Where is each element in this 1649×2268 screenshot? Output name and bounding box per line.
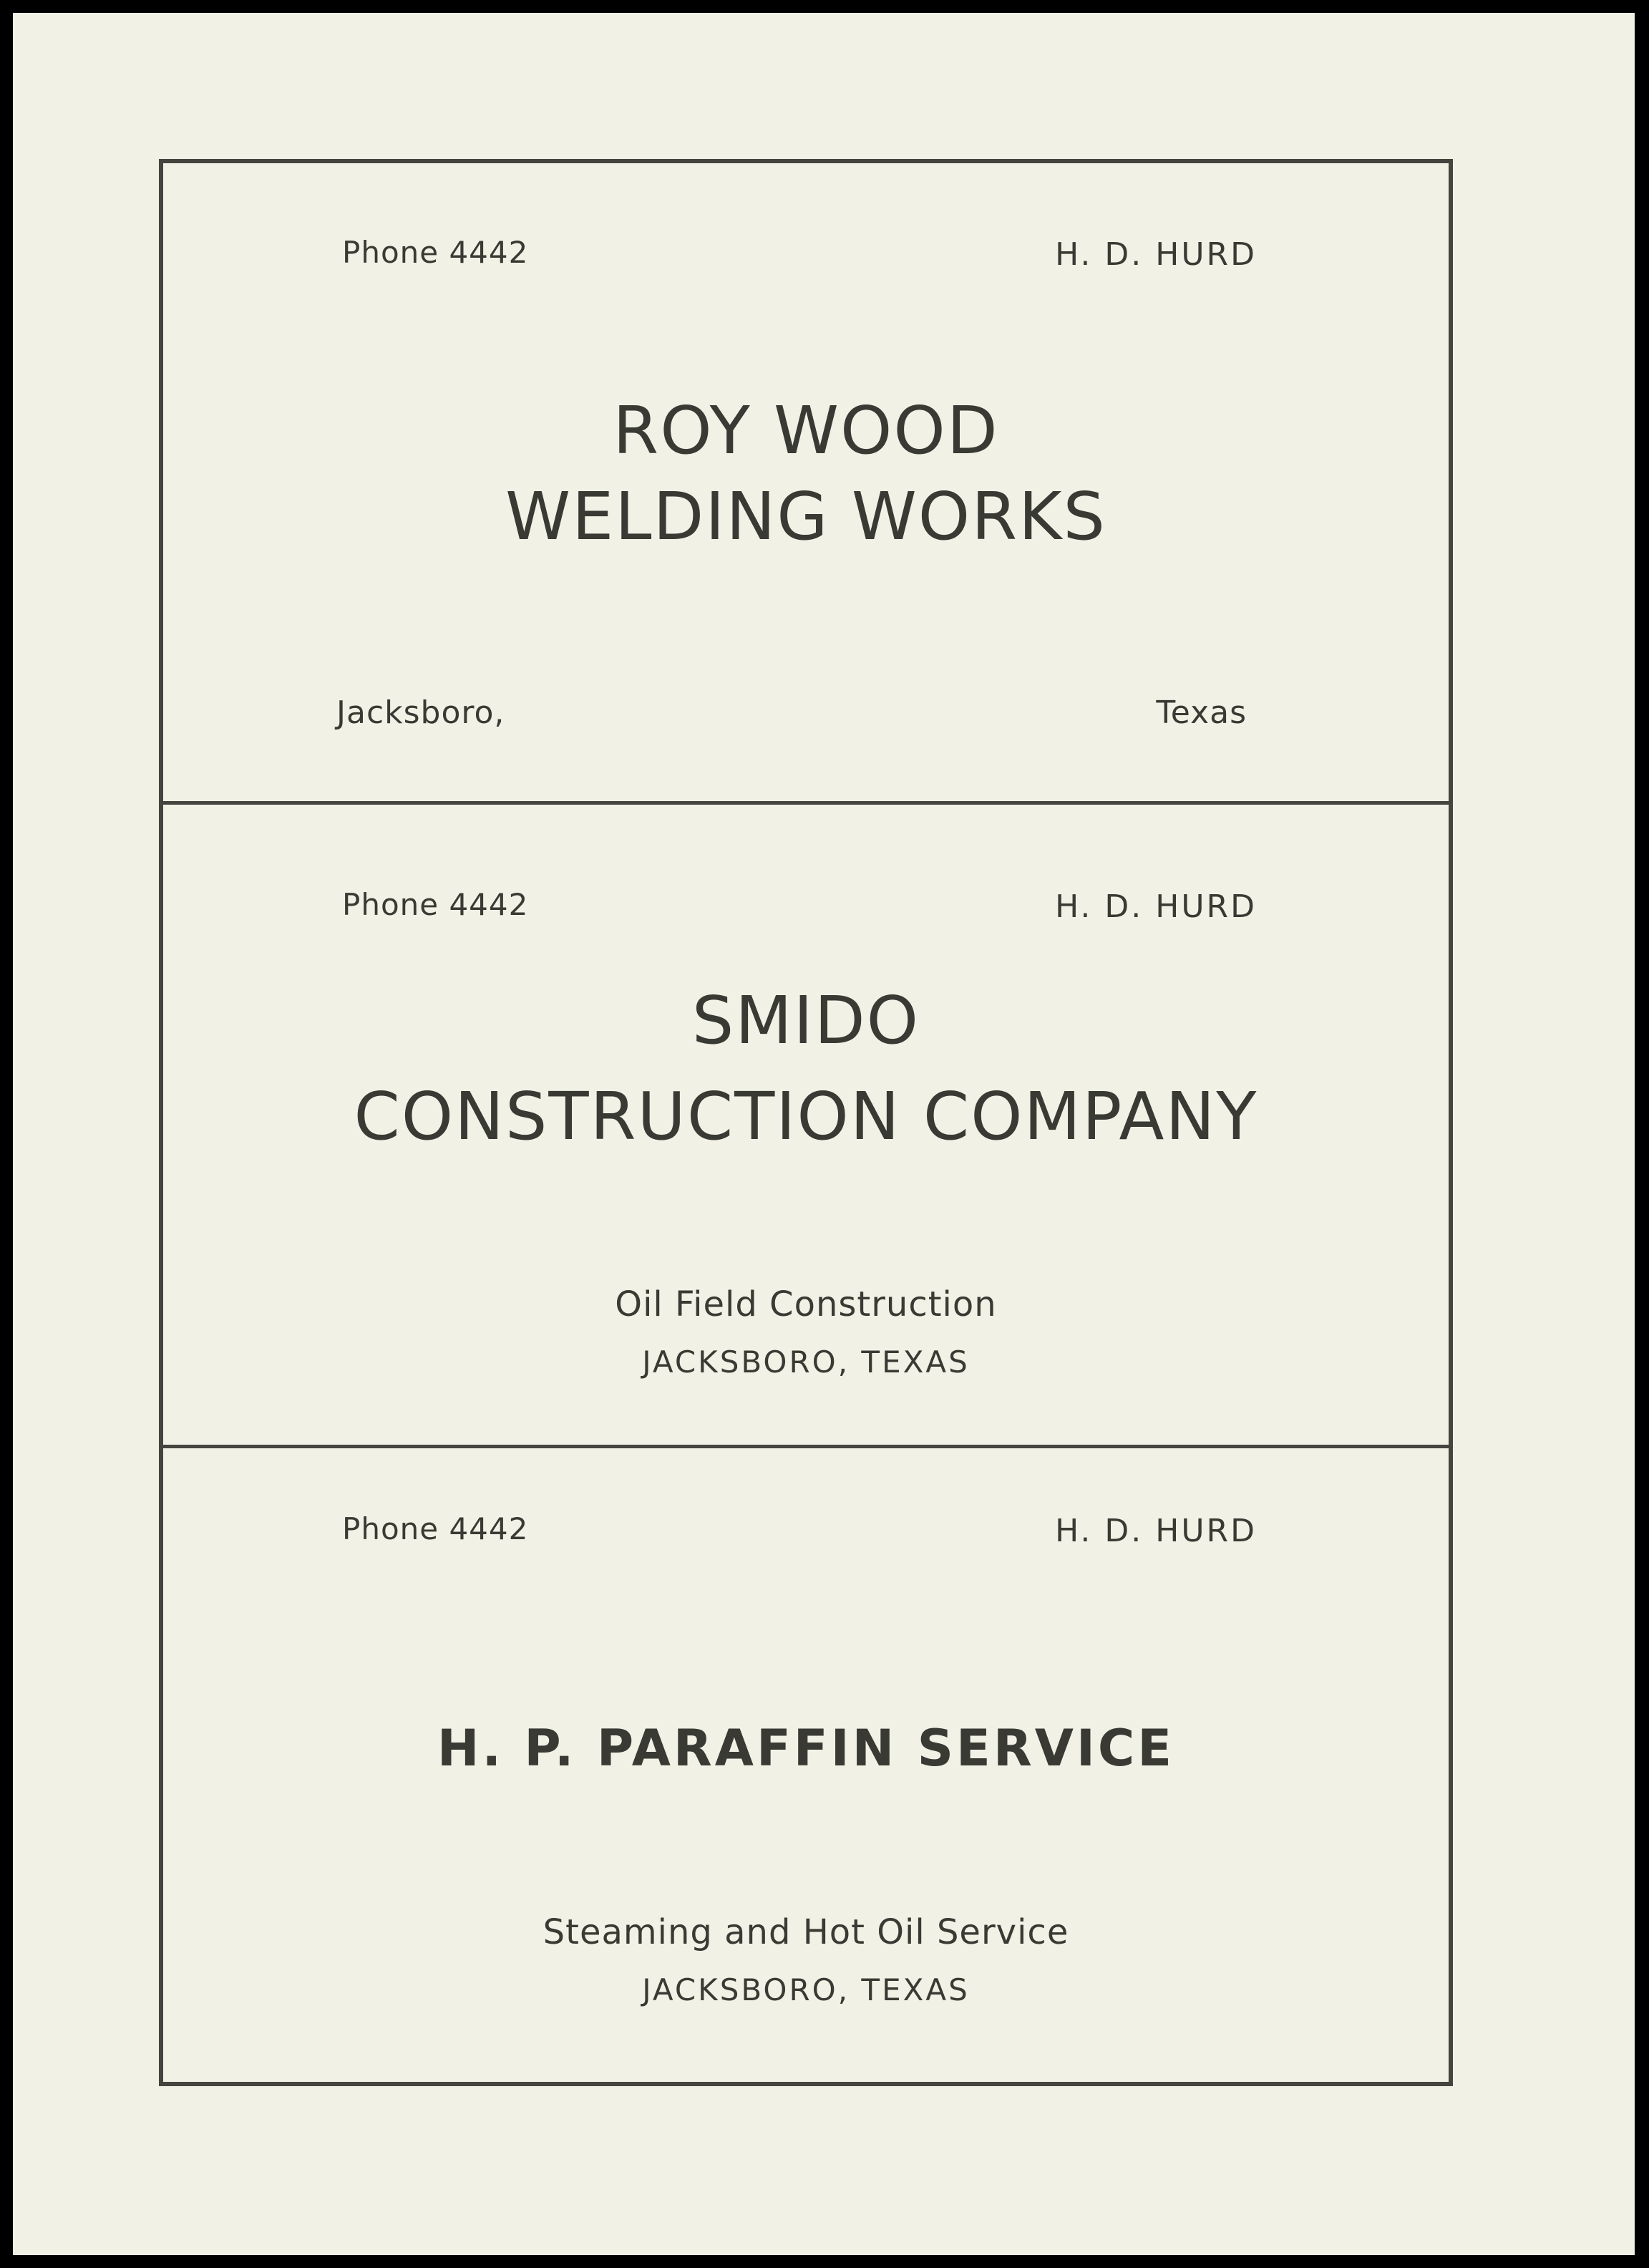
- city-label: Jacksboro,: [336, 694, 505, 731]
- phone-label: Phone 4442: [342, 1511, 529, 1546]
- business-name-line1: ROY WOOD: [613, 392, 999, 469]
- state-label: Texas: [1156, 694, 1247, 731]
- advertisement-frame: [159, 159, 1453, 2086]
- owner-name: H. D. HURD: [1055, 888, 1257, 925]
- business-name-line1: SMIDO: [691, 982, 920, 1059]
- business-name-line2: WELDING WORKS: [505, 478, 1106, 555]
- yearbook-page: [13, 13, 1635, 2255]
- ad-roy-wood-welding: [163, 163, 1449, 805]
- service-description: Steaming and Hot Oil Service: [543, 1912, 1069, 1952]
- location-label: JACKSBORO, TEXAS: [642, 1972, 970, 2007]
- business-name-line2: CONSTRUCTION COMPANY: [354, 1078, 1258, 1155]
- owner-name: H. D. HURD: [1055, 1513, 1257, 1549]
- ad-hp-paraffin-service: [163, 1448, 1449, 2082]
- ad-smido-construction: [163, 805, 1449, 1448]
- phone-label: Phone 4442: [342, 887, 529, 922]
- location-label: JACKSBORO, TEXAS: [642, 1344, 970, 1380]
- service-description: Oil Field Construction: [615, 1284, 997, 1324]
- owner-name: H. D. HURD: [1055, 236, 1257, 273]
- business-name: H. P. PARAFFIN SERVICE: [437, 1719, 1175, 1778]
- phone-label: Phone 4442: [342, 235, 529, 270]
